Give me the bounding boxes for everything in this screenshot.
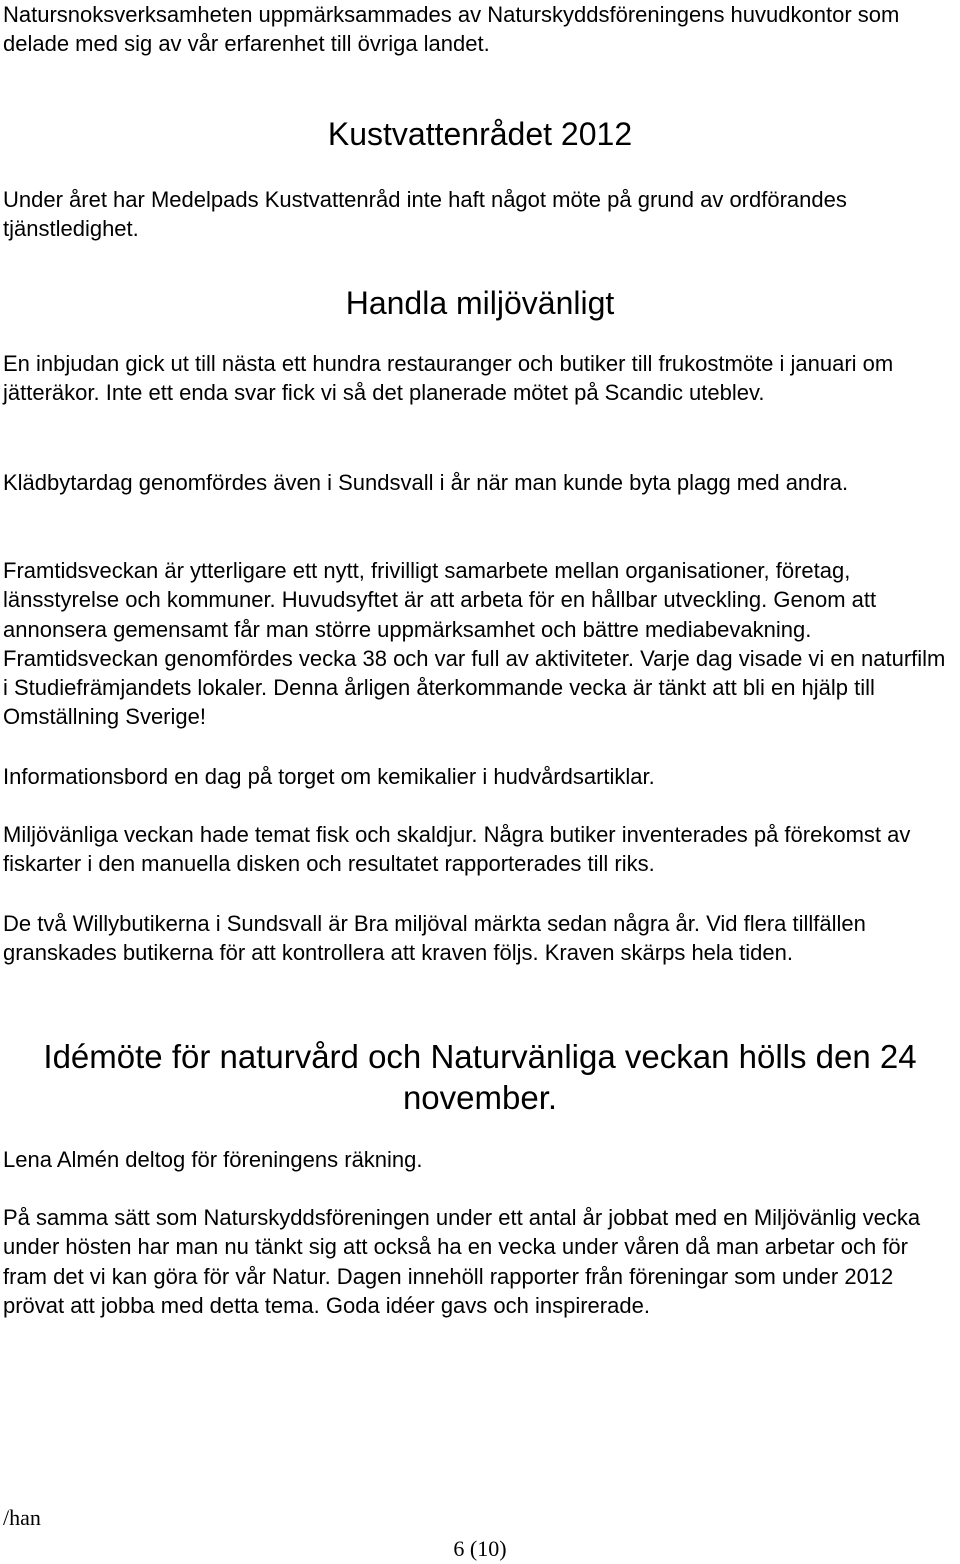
handla-paragraph-2: Klädbytardag genomfördes även i Sundsvall i år när man kunde byta plagg med andra.: [3, 470, 849, 495]
handla-paragraph-1: En inbjudan gick ut till nästa ett hundra restauranger och butiker till frukostmöte i januari om jätteräkor. Inte ett enda svar fick vi så det planerade mötet på Scandic uteblev.: [3, 351, 894, 406]
intro-paragraph: Natursnoksverksamheten uppmärksammades av Naturskyddsföreningens huvudkontor som delade med sig av vår erfarenhet till övriga landet.: [3, 2, 900, 57]
handla-paragraph-5: Miljövänliga veckan hade temat fisk och skaldjur. Några butiker inventerades på förekomst av fiskarter i den manuella disken och resultatet rapporterades till riks.: [3, 822, 911, 877]
handla-heading: Handla miljövänligt: [345, 285, 615, 321]
kustvattenradet-heading: Kustvattenrådet 2012: [327, 116, 633, 152]
kustvattenradet-paragraph: Under året har Medelpads Kustvattenråd inte haft något möte på grund av ordförandes tjänstledighet.: [3, 187, 847, 242]
footer-signature: /han: [3, 1505, 41, 1530]
idemote-paragraph-2: På samma sätt som Naturskyddsföreningen under ett antal år jobbat med en Miljövänlig vecka under hösten har man nu tänkt sig att också ha en vecka under våren då man arbetar och för fram det vi kan göra för vår Natur. Dagen innehöll rapporter från föreningar som under 2012 prövat att jobba med detta tema. Goda idéer gavs och inspirerade.: [3, 1205, 921, 1318]
idemote-paragraph-1: Lena Almén deltog för föreningens räkning.: [3, 1147, 423, 1172]
handla-paragraph-4: Informationsbord en dag på torget om kemikalier i hudvårdsartiklar.: [3, 764, 655, 789]
idemote-heading: Idémöte för naturvård och Naturvänliga veckan hölls den 24 november.: [43, 1038, 917, 1116]
page-number: 6 (10): [453, 1536, 507, 1561]
handla-paragraph-6: De två Willybutikerna i Sundsvall är Bra miljöval märkta sedan några år. Vid flera tillfällen granskades butikerna för att kontrollera att kraven följs. Kraven skärps hela tiden.: [3, 911, 866, 966]
handla-paragraph-3: Framtidsveckan är ytterligare ett nytt, frivilligt samarbete mellan organisationer, företag, länsstyrelse och kommuner. Huvudsyftet är att arbeta för en hållbar utveckling. Genom att annonsera gemensamt får man större uppmärksamhet och bättre mediabevakning. Framtidsveckan genomfördes vecka 38 och var full av aktiviteter. Varje dag visade vi en naturfilm i Studiefrämjandets lokaler. Denna årligen återkommande vecka är tänkt att bli en hjälp till Omställning Sverige!: [3, 558, 946, 730]
